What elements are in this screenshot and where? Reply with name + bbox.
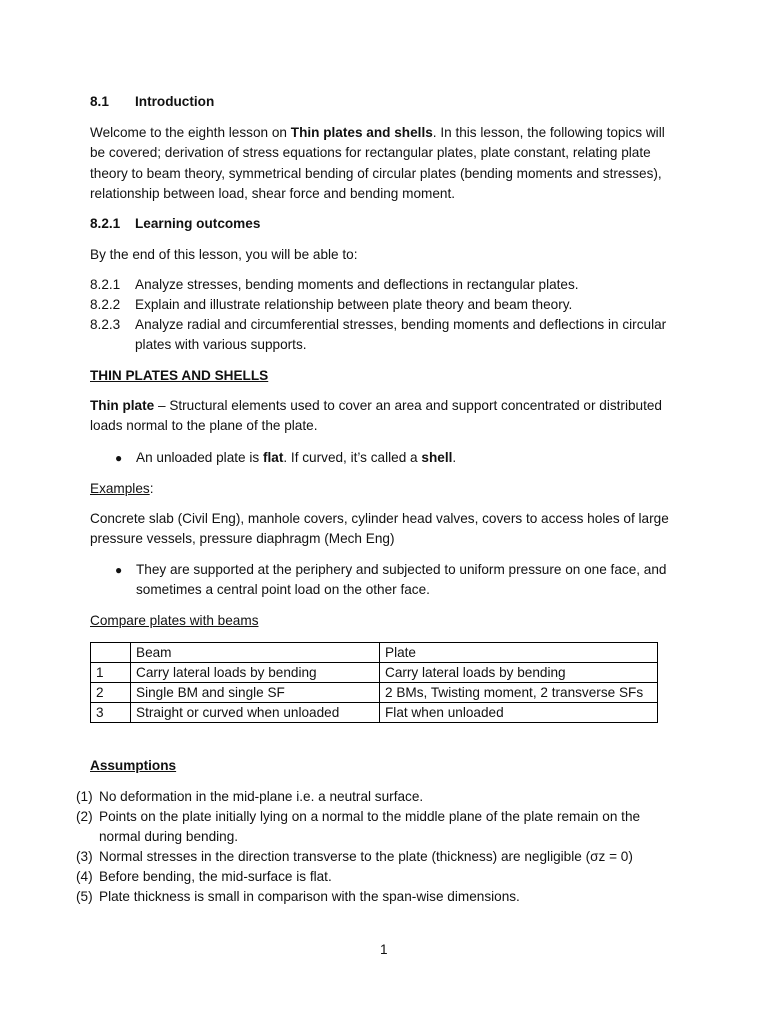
thin-plate-definition: [90, 396, 682, 437]
assumption-number: (2): [76, 809, 93, 824]
assumption-number: (3): [76, 849, 93, 864]
examples-paragraph: Concrete slab (Civil Eng), manhole covers, cylinder head valves, covers to access holes of large pressure vessels, pressure diaphragm (Mech Eng): [90, 511, 669, 547]
section-number-outcomes: 8.2.1: [90, 216, 121, 231]
table-header-plate: Plate: [380, 643, 658, 663]
assumption-text: Before bending, the mid-surface is flat.: [99, 869, 332, 884]
thin-plate-definition-text: – Structural elements used to cover an area and support concentrated or distributed loads normal to the plane of the plate.: [90, 398, 662, 434]
table-cell: [91, 643, 131, 663]
bullet-flat-shell: [136, 448, 456, 468]
table-cell: Carry lateral loads by bending: [131, 663, 380, 683]
welcome-bold: Thin plates and shells: [290, 125, 433, 140]
examples-colon: :: [149, 481, 154, 496]
table-cell: Flat when unloaded: [380, 703, 658, 723]
welcome-pre: Welcome to the eighth lesson on: [90, 125, 291, 140]
bullet-icon: ●: [115, 563, 123, 577]
assumption-number: (5): [76, 889, 93, 904]
assumption-number: (4): [76, 869, 93, 884]
bullet1-mid: . If curved, it’s called a: [283, 450, 422, 465]
table-cell: 2 BMs, Twisting moment, 2 transverse SFs: [380, 683, 658, 703]
table-header-row: [91, 643, 658, 663]
outcome-number: 8.2.2: [90, 297, 121, 312]
comparison-table: [90, 642, 658, 723]
bullet1-post: .: [452, 450, 457, 465]
bullet1-pre: An unloaded plate is: [136, 450, 263, 465]
section-number-intro: 8.1: [90, 94, 109, 109]
table-cell: 1: [91, 663, 131, 683]
assumptions-heading: Assumptions: [90, 758, 177, 773]
table-cell: Straight or curved when unloaded: [131, 703, 380, 723]
section-heading-thin-plates: THIN PLATES AND SHELLS: [90, 368, 269, 383]
assumption-text: Normal stresses in the direction transverse to the plate (thickness) are negligible (σz = 0): [99, 849, 633, 864]
outcome-text: Analyze stresses, bending moments and deflections in rectangular plates.: [135, 277, 579, 292]
thin-plate-term: Thin plate: [90, 398, 155, 413]
table-cell: 2: [91, 683, 131, 703]
welcome-post: . In this lesson, the following topics will be covered; derivation of stress equations for rectangular plates, plate constant, relating plate theory to beam theory, symmetrical bending of circular plates (bending moments and stresses), relationship between load, shear force and bending moment.: [90, 125, 665, 201]
section-title-intro: Introduction: [135, 94, 215, 109]
outcome-text: Explain and illustrate relationship between plate theory and beam theory.: [135, 297, 573, 312]
table-row: [91, 683, 658, 703]
table-row: [91, 703, 658, 723]
table-cell: 3: [91, 703, 131, 723]
welcome-paragraph: [90, 123, 682, 204]
by-end-text: By the end of this lesson, you will be able to:: [90, 247, 358, 262]
outcome-text: Analyze radial and circumferential stresses, bending moments and deflections in circular plates with various supports.: [135, 317, 667, 353]
page-number: 1: [380, 942, 388, 957]
assumption-text: No deformation in the mid-plane i.e. a neutral surface.: [99, 789, 424, 804]
examples-label: Examples: [90, 481, 150, 496]
table-cell: Carry lateral loads by bending: [380, 663, 658, 683]
assumption-number: (1): [76, 789, 93, 804]
outcome-number: 8.2.1: [90, 277, 121, 292]
table-row: [91, 663, 658, 683]
bullet1-flat: flat: [262, 450, 284, 465]
compare-heading: Compare plates with beams: [90, 613, 259, 628]
section-title-outcomes: Learning outcomes: [135, 216, 261, 231]
table-header-beam: Beam: [131, 643, 380, 663]
outcome-number: 8.2.3: [90, 317, 121, 332]
bullet-icon: ●: [115, 451, 123, 465]
examples-heading: [90, 479, 153, 499]
bullet1-shell: shell: [421, 450, 453, 465]
table-cell: Single BM and single SF: [131, 683, 380, 703]
bullet-supports: They are supported at the periphery and subjected to uniform pressure on one face, and sometimes a central point load on the other face.: [136, 562, 667, 598]
assumption-text: Points on the plate initially lying on a normal to the middle plane of the plate remain on the normal during bending.: [99, 809, 641, 845]
assumption-text: Plate thickness is small in comparison with the span-wise dimensions.: [99, 889, 520, 904]
